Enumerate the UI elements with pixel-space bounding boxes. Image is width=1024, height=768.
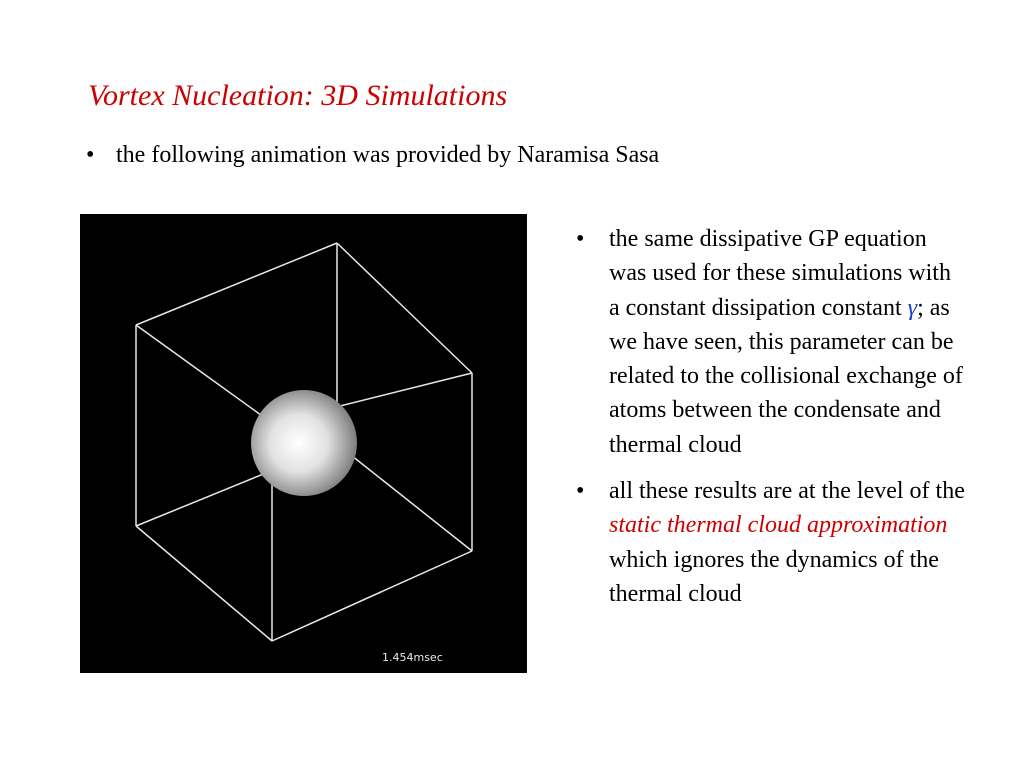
bullet-marker: • <box>86 142 95 168</box>
simulation-animation <box>80 214 527 673</box>
bullet-marker: • <box>576 226 585 252</box>
bullet-text-part: all these results are at the level of the <box>609 478 965 505</box>
condensate-sphere <box>251 390 357 496</box>
simulation-frame <box>80 214 527 673</box>
time-label: 1.454msec <box>382 651 443 664</box>
bullet-text-part: ; as we have seen, this parameter can be related to the collisional exchange of atoms between the condensate and thermal cloud <box>609 294 963 458</box>
gamma-symbol: γ <box>907 294 918 321</box>
highlighted-phrase: static thermal cloud approximation <box>609 512 948 539</box>
bullet-dissipative-gp <box>576 222 966 462</box>
bullet-text <box>609 474 966 611</box>
bullet-list <box>576 222 966 623</box>
bullet-marker: • <box>576 478 585 505</box>
bullet-text <box>609 222 966 462</box>
intro-bullet-text: the following animation was provided by Naramisa Sasa <box>116 142 660 168</box>
slide-title: Vortex Nucleation: 3D Simulations <box>88 79 508 112</box>
bullet-text-part: the same dissipative GP equation was used for these simulations with a constant dissipation constant <box>609 226 951 321</box>
bullet-static-thermal-cloud <box>576 474 966 611</box>
intro-bullet <box>86 140 659 170</box>
bullet-text-part: which ignores the dynamics of the thermal cloud <box>609 546 939 607</box>
